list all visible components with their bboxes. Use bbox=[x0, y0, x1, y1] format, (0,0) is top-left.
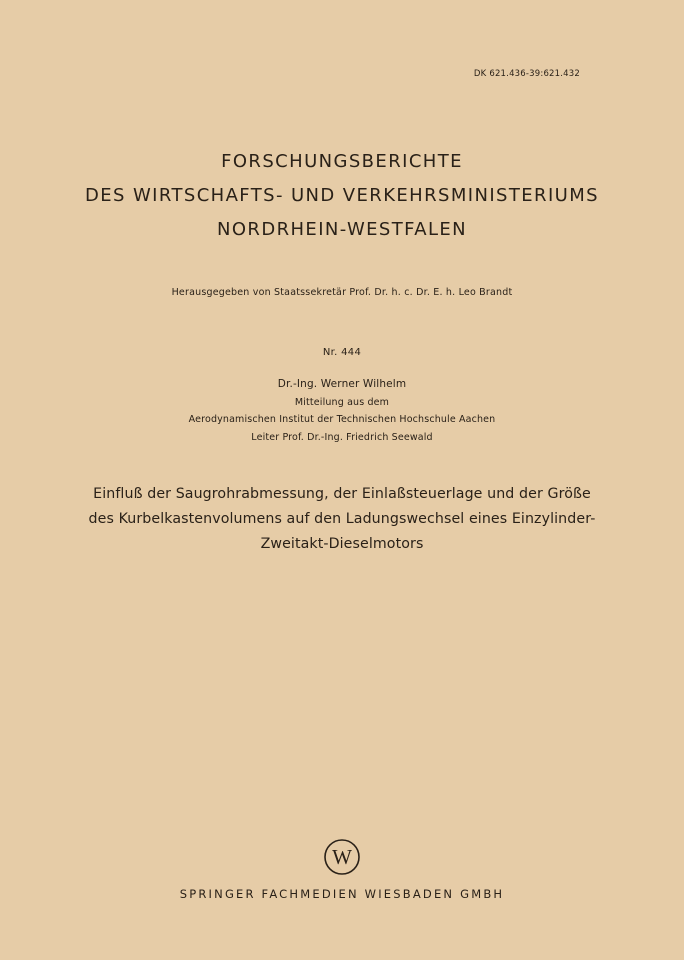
book-title-line-1: Einfluß der Saugrohrabmessung, der Einlaßsteuerlage und der Größe bbox=[93, 486, 591, 502]
dk-classification-code: DK 621.436-39:621.432 bbox=[473, 69, 580, 79]
springer-vs-logo-icon bbox=[322, 837, 362, 877]
series-number: Nr. 444 bbox=[322, 347, 362, 358]
series-title bbox=[0, 145, 684, 247]
author-name: Dr.-Ing. Werner Wilhelm bbox=[277, 378, 407, 390]
book-title-line-2: des Kurbelkastenvolumens auf den Ladungswechsel eines Einzylinder- bbox=[88, 511, 596, 527]
publisher-name: SPRINGER FACHMEDIEN WIESBADEN GMBH bbox=[179, 887, 505, 901]
affiliation-line-2: Aerodynamischen Institut der Technischen Hochschule Aachen bbox=[188, 414, 496, 425]
logo-letter: W bbox=[332, 845, 352, 869]
series-title-line-2: DES WIRTSCHAFTS- UND VERKEHRSMINISTERIUMS bbox=[84, 185, 599, 206]
series-title-line-3: NORDRHEIN-WESTFALEN bbox=[216, 219, 468, 240]
affiliation-line-3: Leiter Prof. Dr.-Ing. Friedrich Seewald bbox=[251, 431, 433, 443]
book-title-line-3: Zweitakt-Dieselmotors bbox=[260, 536, 424, 552]
affiliation-line-1: Mitteilung aus dem bbox=[294, 396, 390, 408]
author-block bbox=[0, 376, 684, 446]
series-title-line-1: FORSCHUNGSBERICHTE bbox=[221, 151, 463, 172]
book-title bbox=[0, 482, 684, 557]
editor-line: Herausgegeben von Staatssekretär Prof. Dr. h. c. Dr. E. h. Leo Brandt bbox=[171, 287, 513, 298]
